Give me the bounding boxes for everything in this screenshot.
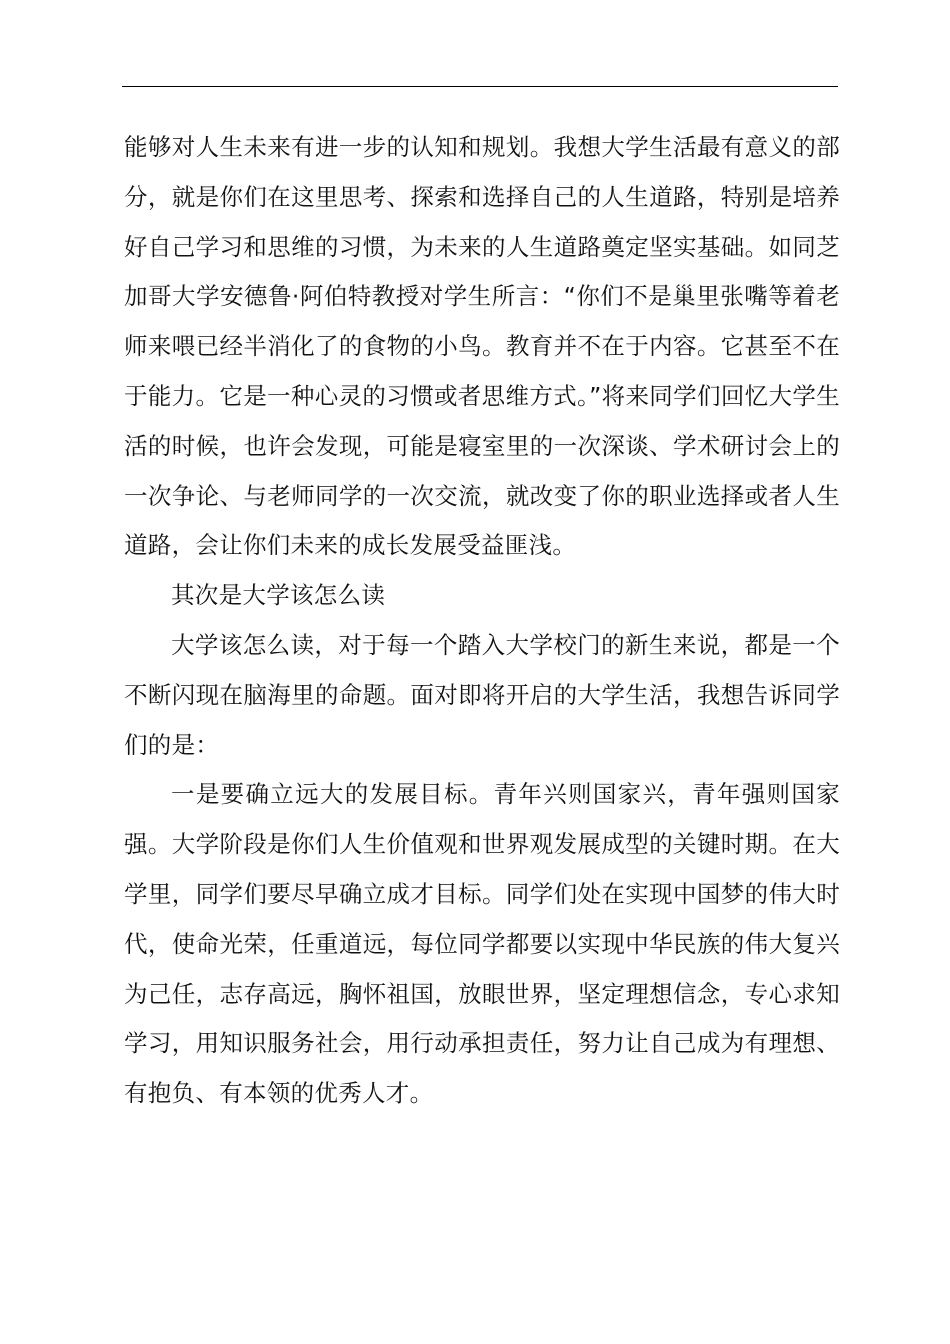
paragraph-how-to-study: 大学该怎么读，对于每一个踏入大学校门的新生来说，都是一个不断闪现在脑海里的命题。面对即将开启的大学生活，我想告诉同学们的是： bbox=[124, 630, 840, 759]
document-body bbox=[124, 123, 840, 1119]
header-rule bbox=[122, 86, 838, 87]
paragraph-goal: 一是要确立远大的发展目标。青年兴则国家兴，青年强则国家强。大学阶段是你们人生价值观和世界观发展成型的关键时期。在大学里，同学们要尽早确立成才目标。同学们处在实现中国梦的伟大时代，使命光荣，任重道远，每位同学都要以实现中华民族的伟大复兴为己任，志存高远，胸怀祖国，放眼世界，坚定理想信念，专心求知学习，用知识服务社会，用行动承担责任，努力让自己成为有理想、有抱负、有本领的优秀人才。 bbox=[124, 780, 840, 1108]
section-heading: 其次是大学该怎么读 bbox=[171, 581, 386, 610]
paragraph-continuation: 能够对人生未来有进一步的认知和规划。我想大学生活最有意义的部分，就是你们在这里思考、探索和选择自己的人生道路，特别是培养好自己学习和思维的习惯，为未来的人生道路奠定坚实基础。如同芝加哥大学安德鲁·阿伯特教授对学生所言：“你们不是巢里张嘴等着老师来喂已经半消化了的食物的小鸟。教育并不在于内容。它甚至不在于能力。它是一种心灵的习惯或者思维方式。”将来同学们回忆大学生活的时候，也许会发现，可能是寝室里的一次深谈、学术研讨会上的一次争论、与老师同学的一次交流，就改变了你的职业选择或者人生道路，会让你们未来的成长发展受益匪浅。 bbox=[124, 133, 840, 560]
